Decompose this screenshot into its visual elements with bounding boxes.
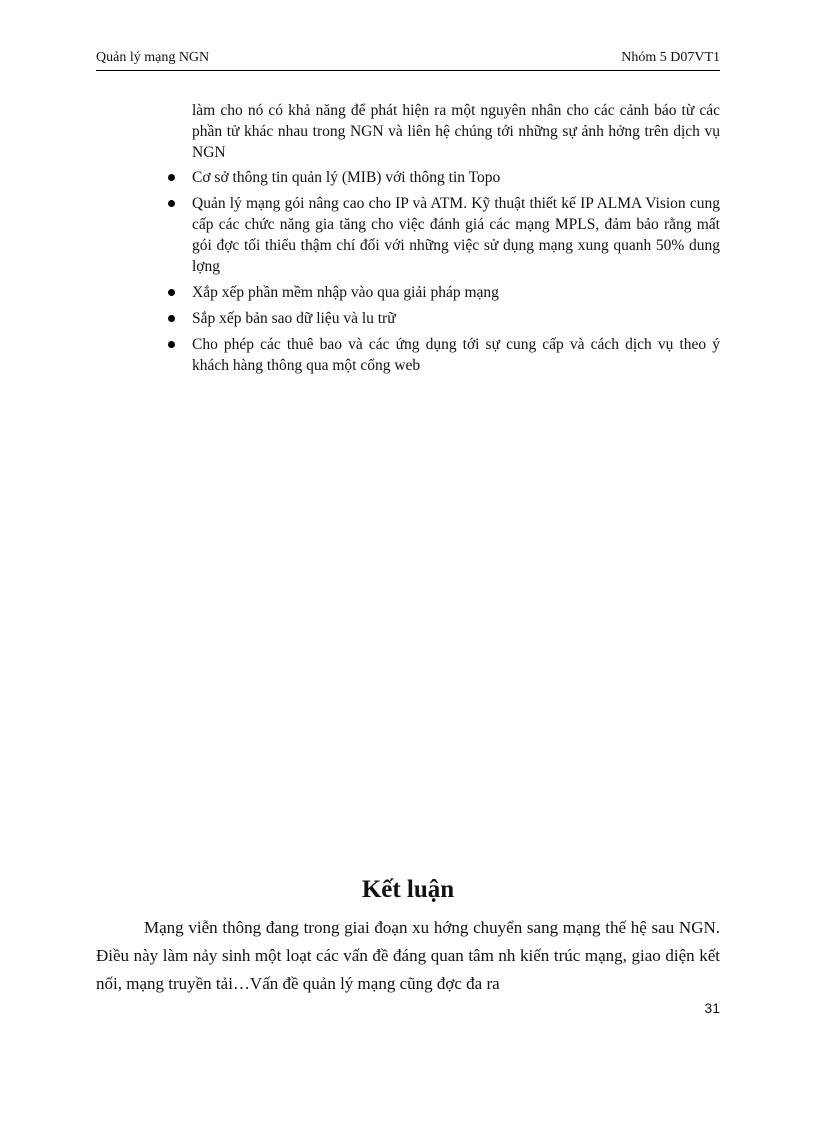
bullet-icon — [168, 315, 175, 322]
header-group: Nhóm 5 D07VT1 — [621, 50, 720, 65]
bullet-icon — [168, 200, 175, 207]
bullet-icon — [168, 341, 175, 348]
list-item — [160, 282, 720, 303]
continuation-text: làm cho nó có khả năng để phát hiện ra một nguyên nhân cho các cảnh báo từ các phần tử khác nhau trong NGN và liên hệ chúng tới những sự ảnh hởng trên dịch vụ NGN — [192, 102, 720, 161]
list-item — [160, 193, 720, 277]
list-item-text: Quản lý mạng gói nâng cao cho IP và ATM. Kỹ thuật thiết kế IP ALMA Vision cung cấp các chức năng gia tăng cho việc đánh giá các mạng MPLS, đảm bảo rằng mất gói đợc tối thiểu thậm chí đối với những việc sử dụng mạng xung quanh 50% dung lợng — [192, 195, 720, 275]
bullet-icon — [168, 289, 175, 296]
section-title: Kết luận — [361, 876, 455, 903]
list-item-text: Cơ sở thông tin quản lý (MIB) với thông tin Topo — [192, 169, 501, 186]
list-item — [160, 334, 720, 376]
bullet-icon — [168, 174, 175, 181]
list-item — [160, 308, 720, 329]
conclusion-paragraph: Mạng viễn thông đang trong giai đoạn xu hớng chuyển sang mạng thế hệ sau NGN. Điều này làm nảy sinh một loạt các vấn đề đáng quan tâm nh kiến trúc mạng, giao diện kết nối, mạng truyền tải…Vấn đề quản lý mạng cũng đợc đa ra — [96, 918, 720, 993]
list-item-text: Xắp xếp phần mềm nhập vào qua giải pháp mạng — [192, 284, 499, 301]
page-number: 31 — [704, 1000, 720, 1016]
page-header — [96, 50, 720, 71]
bullet-list — [160, 167, 720, 381]
list-item — [160, 167, 720, 188]
header-title: Quản lý mạng NGN — [96, 50, 210, 65]
list-item-text: Cho phép các thuê bao và các ứng dụng tới sự cung cấp và cách dịch vụ theo ý khách hàng thông qua một cổng web — [192, 336, 720, 374]
list-item-text: Sắp xếp bản sao dữ liệu và lu trữ — [192, 310, 396, 327]
